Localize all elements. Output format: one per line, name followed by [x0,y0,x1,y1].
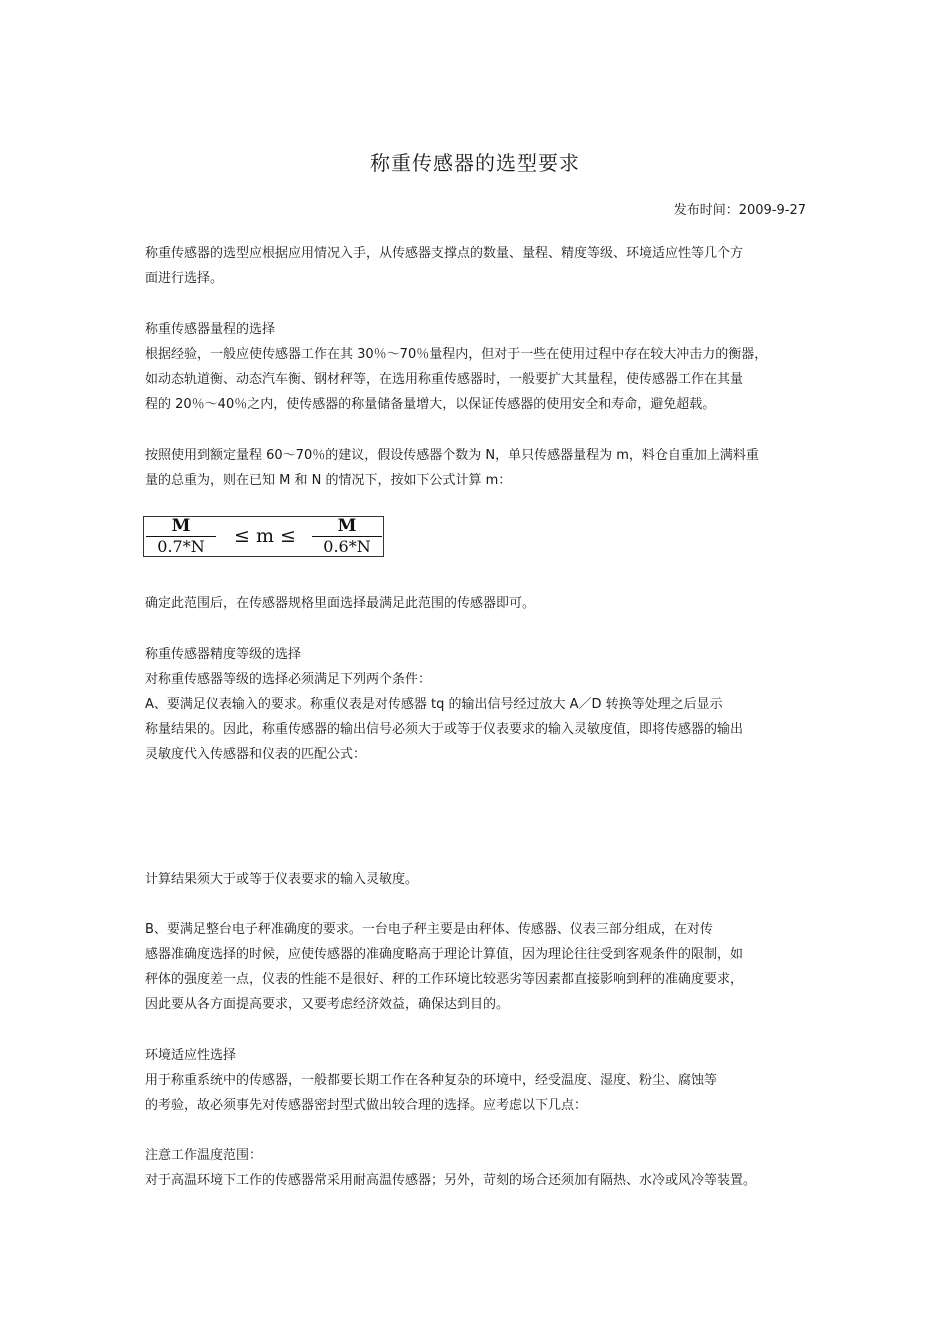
formula-right-numerator: M [337,516,357,536]
env-heading: 环境适应性选择 [145,1048,237,1063]
temp-heading: 注意工作温度范围： [145,1148,263,1163]
formula-intro-line-2: 量的总重为，则在已知 M 和 N 的情况下，按如下公式计算 m： [145,473,512,488]
formula-left-numerator: M [171,516,191,536]
accuracy-intro: 对称重传感器等级的选择必须满足下列两个条件： [145,672,432,687]
condition-b-line-3: 秤体的强度差一点，仪表的性能不是很好、秤的工作环境比较恶劣等因素都直接影响到秤的准确度要求， [145,972,744,987]
range-heading: 称重传感器量程的选择 [145,322,276,337]
env-line-1: 用于称重系统中的传感器，一般都要长期工作在各种复杂的环境中，经受温度、湿度、粉尘、腐蚀等 [145,1073,718,1088]
after-formula-text: 确定此范围后，在传感器规格里面选择最满足此范围的传感器即可。 [145,596,536,611]
formula-intro-line-1: 按照使用到额定量程 60～70％的建议，假设传感器个数为 N，单只传感器量程为 m，料仓自重加上满料重 [145,448,759,463]
range-line-2: 如动态轨道衡、动态汽车衡、钢材秤等，在选用称重传感器时，一般要扩大其量程，使传感器工作在其量 [145,372,744,387]
publish-date: 发布时间：2009-9-27 [673,203,806,218]
env-line-2: 的考验，故必须事先对传感器密封型式做出较合理的选择。应考虑以下几点： [145,1098,588,1113]
condition-b-line-4: 因此要从各方面提高要求，又要考虑经济效益，确保达到目的。 [145,997,510,1012]
condition-a-result: 计算结果须大于或等于仪表要求的输入灵敏度。 [145,872,419,887]
temp-body: 对于高温环境下工作的传感器常采用耐高温传感器；另外，苛刻的场合还须加有隔热、水冷或风冷等装置。 [145,1173,757,1188]
intro-line-1: 称重传感器的选型应根据应用情况入手，从传感器支撑点的数量、量程、精度等级、环境适应性等几个方 [145,246,744,261]
formula-right-denominator: 0.6*N [323,537,371,556]
condition-a-line-3: 灵敏度代入传感器和仪表的匹配公式： [145,747,367,762]
formula-right-fraction [312,517,382,556]
range-formula [143,516,384,557]
accuracy-heading: 称重传感器精度等级的选择 [145,647,302,662]
formula-inequality: ≤ m ≤ [234,525,296,547]
condition-a-line-1: A、要满足仪表输入的要求。称重仪表是对传感器 tq 的输出信号经过放大 A／D 转换等处理之后显示 [145,697,723,712]
range-line-3: 程的 20％～40％之内，使传感器的称量储备量增大，以保证传感器的使用安全和寿命，避免超载。 [145,397,716,412]
range-line-1: 根据经验，一般应使传感器工作在其 30％～70％量程内，但对于一些在使用过程中存在较大冲击力的衡器， [145,347,768,362]
formula-left-denominator: 0.7*N [157,537,205,556]
document-title: 称重传感器的选型要求 [370,151,580,175]
condition-b-line-2: 感器准确度选择的时候，应使传感器的准确度略高于理论计算值，因为理论往往受到客观条件的限制，如 [145,947,744,962]
formula-left-fraction [146,517,216,556]
condition-b-line-1: B、要满足整台电子秤准确度的要求。一台电子秤主要是由秤体、传感器、仪表三部分组成，在对传 [145,922,713,937]
intro-line-2: 面进行选择。 [145,271,224,286]
condition-a-line-2: 称量结果的。因此，称重传感器的输出信号必须大于或等于仪表要求的输入灵敏度值，即将传感器的输出 [145,722,744,737]
